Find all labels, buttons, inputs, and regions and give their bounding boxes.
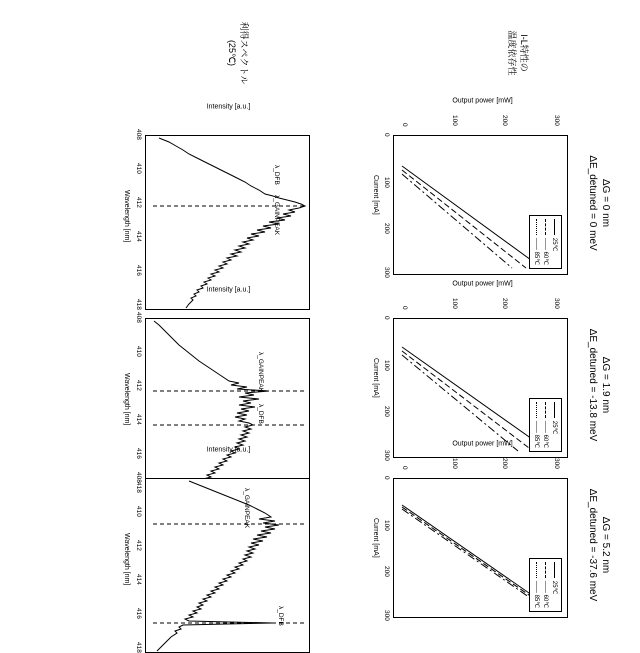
y-tick: 0 — [401, 306, 408, 310]
chart-il-c — [372, 440, 568, 621]
x-tick: 414 — [135, 574, 142, 585]
column-head-b — [586, 300, 612, 470]
legend-label: ―― 60℃ — [542, 237, 549, 265]
x-tick: 418 — [135, 299, 142, 310]
row-label-spectrum-line2: (25℃) — [227, 39, 237, 67]
plot-area — [145, 478, 310, 653]
legend-label: 25℃ — [551, 237, 558, 252]
y-tick: 0 — [401, 466, 408, 470]
legend-row — [551, 562, 559, 608]
x-tick: 410 — [135, 163, 142, 174]
column-head-a — [586, 118, 612, 288]
legend-label: ―― 60℃ — [542, 580, 549, 608]
x-tick: 300 — [383, 267, 390, 278]
annotation-lambda-dfb: λ_DFB — [273, 165, 280, 185]
x-tick: 416 — [135, 608, 142, 619]
legend-line-solid — [555, 219, 556, 235]
x-tick: 412 — [135, 197, 142, 208]
y-axis-title: Intensity [a.u.] — [206, 446, 251, 454]
x-tick: 300 — [383, 610, 390, 621]
legend-line-dashdot — [537, 219, 538, 235]
x-tick: 412 — [135, 540, 142, 551]
y-tick: 200 — [501, 115, 508, 126]
legend-label: ―― 85℃ — [533, 580, 540, 608]
chart-spectrum-b — [123, 286, 310, 493]
column-head-c-line1: ΔG = 5.2 nm — [600, 516, 611, 574]
row-label-spectrum-line1: 利得スペクトル — [239, 21, 249, 85]
y-tick: 300 — [553, 115, 560, 126]
column-head-b-line2: ΔE_detuned = -13.8 meV — [587, 328, 598, 442]
row-label-il — [506, 8, 530, 98]
x-tick: 416 — [135, 448, 142, 459]
x-axis-title: Current [mA] — [372, 518, 379, 558]
y-axis-title: Intensity [a.u.] — [206, 103, 251, 111]
x-tick: 408 — [135, 312, 142, 323]
legend-line-solid — [555, 402, 556, 418]
x-axis-title: Wavelength [nm] — [123, 190, 130, 243]
plot-area — [145, 318, 310, 493]
y-tick: 0 — [401, 123, 408, 127]
plot-area — [145, 135, 310, 310]
y-tick: 200 — [501, 298, 508, 309]
x-tick: 414 — [135, 414, 142, 425]
column-head-a-line2: ΔE_detuned = 0 meV — [587, 155, 598, 251]
legend-label: ―― 60℃ — [542, 420, 549, 448]
x-axis-title: Current [mA] — [372, 175, 379, 215]
spectrum-c-curve — [146, 479, 309, 652]
x-tick: 410 — [135, 506, 142, 517]
chart-spectrum-a — [123, 103, 310, 310]
x-tick: 408 — [135, 129, 142, 140]
legend-label: ―― 85℃ — [533, 237, 540, 265]
legend-row — [551, 219, 559, 265]
x-tick: 100 — [383, 360, 390, 371]
column-head-a-line1: ΔG = 0 nm — [600, 178, 611, 228]
annotation-lambda-dfb: λ_DFB — [257, 404, 264, 424]
y-tick: 300 — [553, 298, 560, 309]
x-axis-title: Wavelength [nm] — [123, 373, 130, 426]
legend-row — [533, 219, 541, 265]
x-tick: 418 — [135, 482, 142, 493]
x-tick: 416 — [135, 265, 142, 276]
row-label-spectrum — [226, 8, 250, 98]
x-tick: 100 — [383, 177, 390, 188]
x-tick: 0 — [383, 133, 390, 137]
legend-line-dashed — [546, 402, 547, 418]
y-tick: 100 — [451, 458, 458, 469]
legend-line-solid — [555, 562, 556, 578]
chart-il-a — [372, 97, 568, 278]
spectrum-b-curve — [146, 319, 309, 492]
x-tick: 418 — [135, 642, 142, 653]
y-axis-title: Intensity [a.u.] — [206, 286, 251, 294]
legend-row — [542, 402, 550, 448]
x-tick: 200 — [383, 223, 390, 234]
x-tick: 0 — [383, 316, 390, 320]
y-tick: 100 — [451, 298, 458, 309]
x-tick: 100 — [383, 520, 390, 531]
legend-row — [551, 402, 559, 448]
y-tick: 100 — [451, 115, 458, 126]
legend-il-c — [529, 558, 562, 612]
legend-il-a — [529, 215, 562, 269]
x-tick: 200 — [383, 406, 390, 417]
row-label-il-line2: 温度依存性 — [507, 30, 517, 76]
legend-label: 25℃ — [551, 580, 558, 595]
legend-line-dashed — [546, 219, 547, 235]
x-tick: 410 — [135, 346, 142, 357]
x-tick: 414 — [135, 231, 142, 242]
legend-row — [542, 219, 550, 265]
legend-label: ―― 85℃ — [533, 420, 540, 448]
y-axis-title: Output power [mW] — [452, 97, 513, 105]
x-tick: 300 — [383, 450, 390, 461]
annotation-lambda-dfb: λ_DFB — [277, 606, 284, 626]
legend-il-b — [529, 398, 562, 452]
y-tick: 200 — [501, 458, 508, 469]
legend-line-dashdot — [537, 562, 538, 578]
y-tick: 300 — [553, 458, 560, 469]
annotation-lambda-gainpeak: λ_GAINPEAK — [273, 195, 280, 236]
x-axis-title: Wavelength [nm] — [123, 533, 130, 586]
column-head-c — [586, 460, 612, 630]
annotation-lambda-gainpeak: λ_GAINPEAK — [243, 488, 250, 529]
x-axis-title: Current [mA] — [372, 358, 379, 398]
column-head-c-line2: ΔE_detuned = -37.6 meV — [587, 488, 598, 602]
chart-spectrum-c — [123, 446, 310, 653]
x-tick: 408 — [135, 472, 142, 483]
column-head-b-line1: ΔG = 1.9 nm — [600, 356, 611, 414]
x-tick: 412 — [135, 380, 142, 391]
x-tick: 200 — [383, 566, 390, 577]
y-axis-title: Output power [mW] — [452, 440, 513, 448]
legend-row — [533, 402, 541, 448]
legend-label: 25℃ — [551, 420, 558, 435]
y-axis-title: Output power [mW] — [452, 280, 513, 288]
x-tick: 0 — [383, 476, 390, 480]
legend-line-dashdot — [537, 402, 538, 418]
spectrum-a-curve — [146, 136, 309, 309]
chart-il-b — [372, 280, 568, 461]
legend-row — [542, 562, 550, 608]
legend-line-dashed — [546, 562, 547, 578]
row-label-il-line1: I-L特性の — [519, 34, 529, 72]
legend-row — [533, 562, 541, 608]
annotation-lambda-gainpeak: λ_GAINPEAK — [257, 352, 264, 393]
